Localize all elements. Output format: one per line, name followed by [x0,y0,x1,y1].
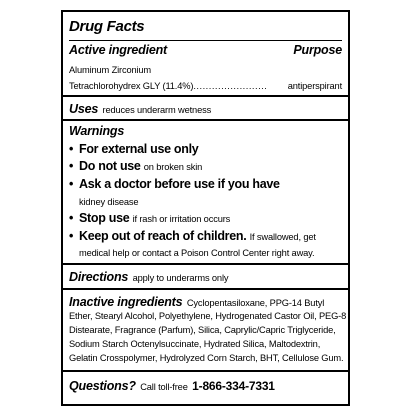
directions-header: Directions [69,270,129,284]
inactive-line: Gelatin Crosspolymer, Hydrolyzed Corn Starch, BHT, Cellulose Gum. [69,353,344,363]
questions-header: Questions? [69,379,136,393]
uses-section [69,100,342,118]
purpose-value: antiperspirant [287,81,342,91]
warning-item: • Do not use on broken skin [69,159,203,173]
active-line-2 [69,80,342,92]
questions-text: Call toll-free [140,382,188,392]
warning-sub: kidney disease [79,197,139,207]
inactive-divider [63,370,348,372]
directions-divider [63,288,348,290]
warning-item: • Ask a doctor before use if you have [69,177,280,191]
warning-sub: medical help or contact a Poison Control Center right away. [79,248,315,258]
questions-section [69,377,342,395]
active-divider [63,95,348,97]
warnings-divider [63,263,348,265]
inactive-header: Inactive ingredients [69,295,183,309]
leader-dots: ........................ [193,81,268,91]
bullet-icon: • [69,159,74,173]
bullet-icon: • [69,229,74,243]
inactive-line: Sodium Starch Octenylsuccinate, Hydrated Silica, Maltodextrin, [69,339,321,349]
bullet-icon: • [69,142,74,156]
warning-item: • For external use only [69,142,199,156]
active-ingredient-header: Active ingredient [69,43,168,57]
inactive-line: Cyclopentasiloxane, PPG-14 Butyl [186,298,325,308]
purpose-header: Purpose [293,43,342,57]
active-header-row [69,43,342,57]
drug-facts-title: Drug Facts [69,18,145,35]
warning-item: • Keep out of reach of children. If swallowed, get [69,229,316,243]
inactive-line: Ether, Stearyl Alcohol, Polyethylene, Hydrogenated Castor Oil, PEG-8 [69,311,347,321]
warning-item: • Stop use if rash or irritation occurs [69,211,231,225]
inactive-section [69,293,342,311]
inactive-line: Distearate, Fragrance (Parfum), Silica, Caprylic/Capric Triglyceride, [69,325,336,335]
bullet-icon: • [69,177,74,191]
directions-section [69,268,342,286]
title-divider [69,40,342,41]
directions-text: apply to underarms only [132,273,229,283]
uses-divider [63,119,348,121]
active-line-1: Aluminum Zirconium [69,65,152,75]
phone-number: 1-866-334-7331 [192,379,275,393]
uses-text: reduces underarm wetness [102,105,212,115]
drug-facts-panel [61,10,350,406]
uses-header: Uses [69,102,99,116]
active-ingredient-name: Tetrachlorohydrex GLY (11.4%) [69,81,194,91]
warnings-header: Warnings [69,124,125,138]
bullet-icon: • [69,211,74,225]
